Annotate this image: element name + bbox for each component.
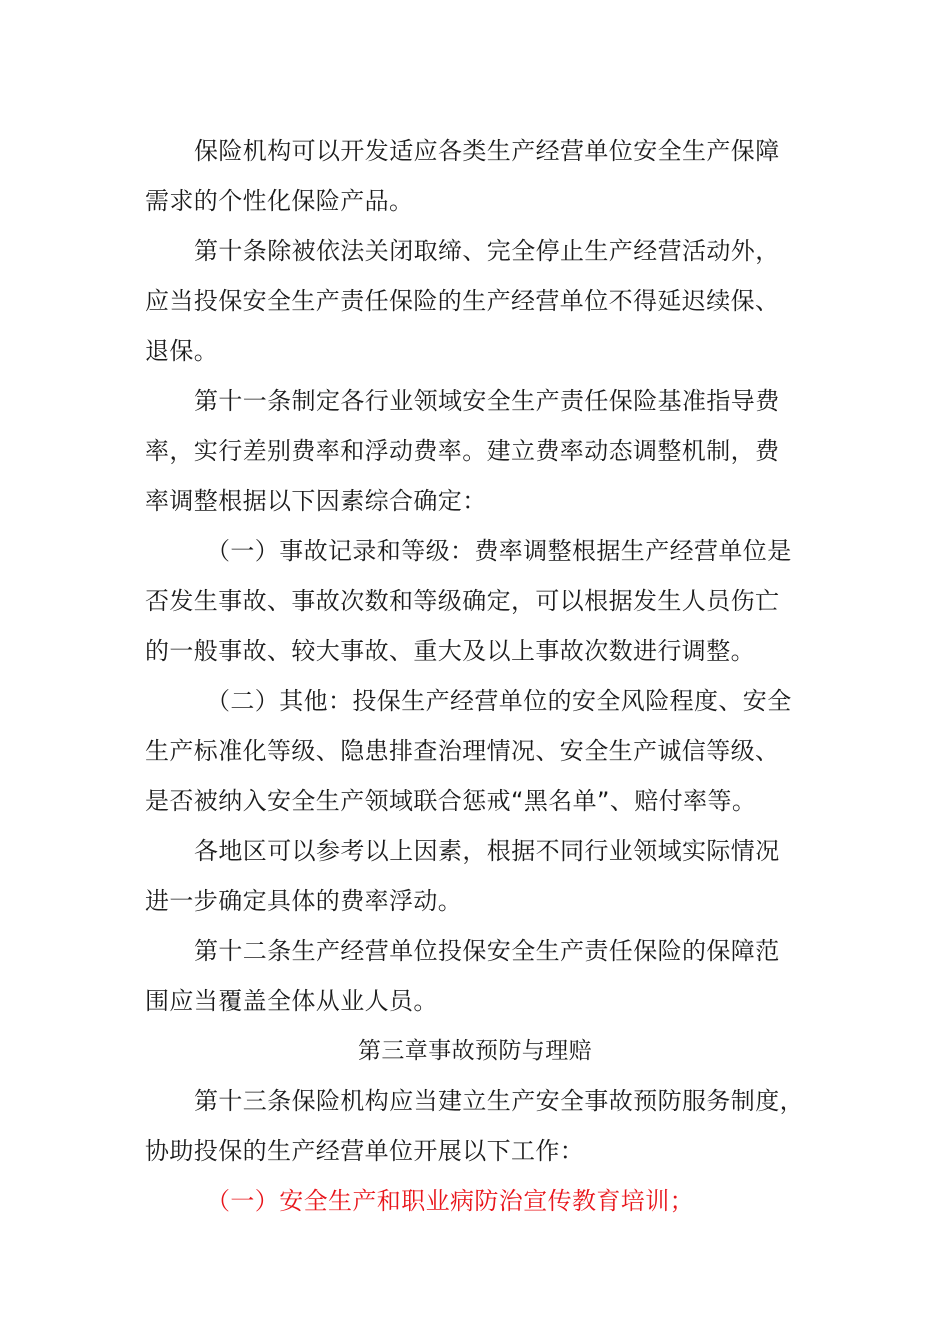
paragraph-line: 围应当覆盖全体从业人员。 (145, 987, 438, 1015)
paragraph-line: 协助投保的生产经营单位开展以下工作： (145, 1137, 585, 1165)
chapter-heading: 第三章事故预防与理赔 (358, 1038, 592, 1064)
paragraph-line: 的一般事故、较大事故、重大及以上事故次数进行调整。 (145, 637, 755, 665)
paragraph-line: 否发生事故、事故次数和等级确定，可以根据发生人员伤亡 (145, 587, 780, 615)
paragraph-line: 退保。 (145, 337, 219, 365)
paragraph-line: 率调整根据以下因素综合确定： (145, 487, 487, 515)
paragraph-line: 应当投保安全生产责任保险的生产经营单位不得延迟续保、 (145, 287, 780, 315)
highlighted-list-item: （一）安全生产和职业病防治宣传教育培训； (206, 1187, 694, 1215)
paragraph-line: 是否被纳入安全生产领域联合惩戒“黑名单”、赔付率等。 (145, 787, 757, 815)
paragraph-line: 第十条除被依法关闭取缔、完全停止生产经营活动外， (194, 237, 780, 265)
paragraph-line: 率，实行差别费率和浮动费率。建立费率动态调整机制，费 (145, 437, 780, 465)
paragraph-line: 第十三条保险机构应当建立生产安全事故预防服务制度， (194, 1087, 804, 1115)
paragraph-line: 第十一条制定各行业领域安全生产责任保险基准指导费 (194, 387, 780, 415)
paragraph-line: 需求的个性化保险产品。 (145, 187, 414, 215)
paragraph-line: （二）其他：投保生产经营单位的安全风险程度、安全 (206, 687, 792, 715)
paragraph-line: 进一步确定具体的费率浮动。 (145, 887, 463, 915)
paragraph-line: 生产标准化等级、隐患排查治理情况、安全生产诚信等级、 (145, 737, 780, 765)
paragraph-line: （一）事故记录和等级：费率调整根据生产经营单位是 (206, 537, 792, 565)
paragraph-line: 保险机构可以开发适应各类生产经营单位安全生产保障 (194, 137, 780, 165)
paragraph-line: 各地区可以参考以上因素，根据不同行业领域实际情况 (194, 837, 780, 865)
paragraph-line: 第十二条生产经营单位投保安全生产责任保险的保障范 (194, 937, 780, 965)
